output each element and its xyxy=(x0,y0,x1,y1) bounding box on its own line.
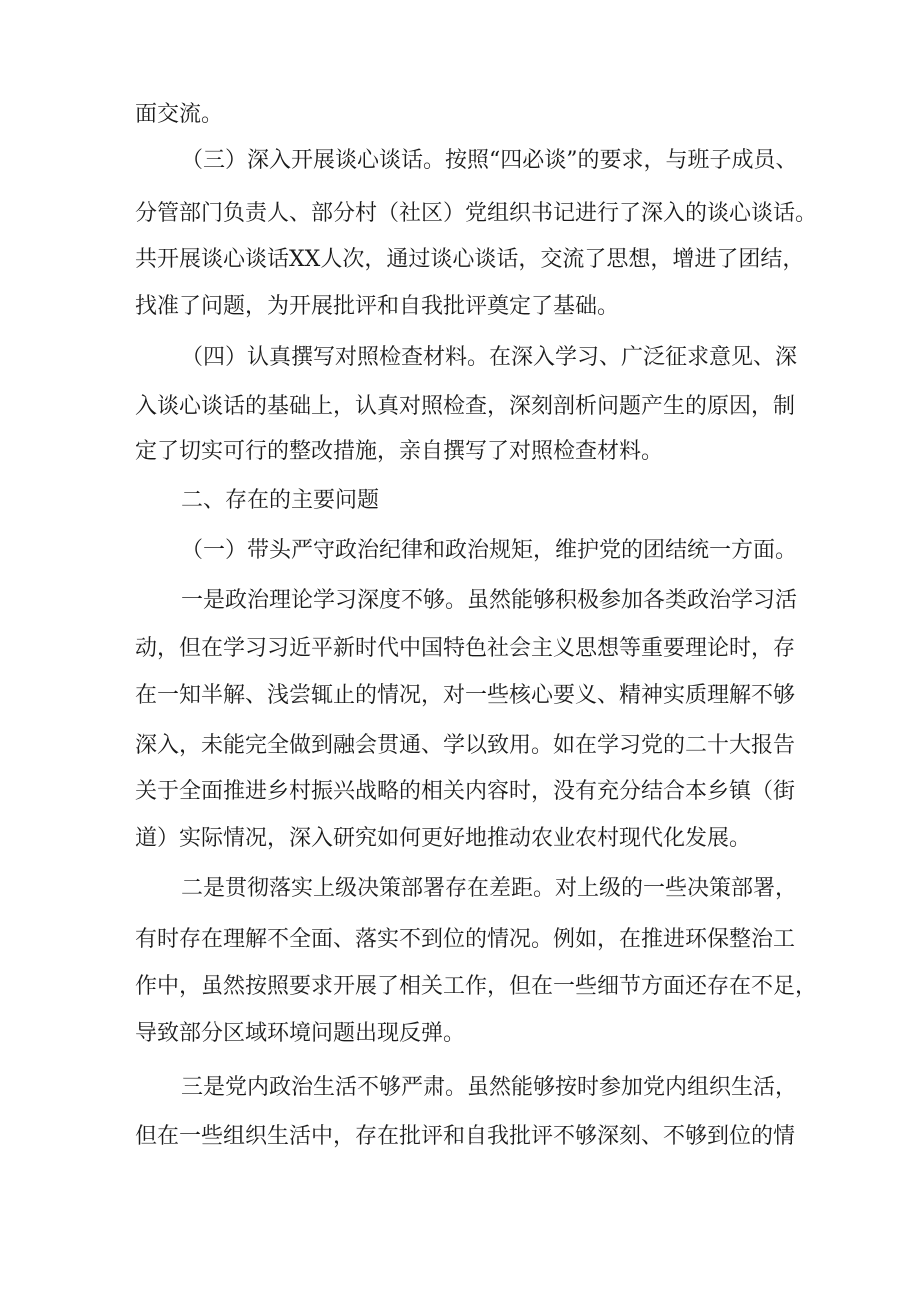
paragraph-line: 入谈心谈话的基础上，认真对照检查，深刻剖析问题产生的原因，制 xyxy=(135,394,796,419)
paragraph-line: 导致部分区域环境问题出现反弹。 xyxy=(135,1021,466,1046)
paragraph-line: 有时存在理解不全面、落实不到位的情况。例如，在推进环保整治工 xyxy=(135,927,796,952)
paragraph-line: 深入，未能完全做到融会贯通、学以致用。如在学习党的二十大报告 xyxy=(135,733,796,758)
paragraph-line: 一是政治理论学习深度不够。虽然能够积极参加各类政治学习活 xyxy=(181,588,798,613)
paragraph-line: 分管部门负责人、部分村（社区）党组织书记进行了深入的谈心谈话。 xyxy=(135,201,818,226)
paragraph-line: 面交流。 xyxy=(135,102,224,127)
section-heading: 二、存在的主要问题 xyxy=(181,488,380,513)
paragraph-line: 三是党内政治生活不够严肃。虽然能够按时参加党内组织生活， xyxy=(181,1075,798,1100)
paragraph-line: 二是贯彻落实上级决策部署存在差距。对上级的一些决策部署， xyxy=(181,876,798,901)
subsection-heading: （一）带头严守政治纪律和政治规矩，维护党的团结统一方面。 xyxy=(181,538,798,563)
paragraph-line: 找准了问题，为开展批评和自我批评奠定了基础。 xyxy=(135,294,620,319)
paragraph-line: 但在一些组织生活中，存在批评和自我批评不够深刻、不够到位的情 xyxy=(135,1124,796,1149)
paragraph-line: 作中，虽然按照要求开展了相关工作，但在一些细节方面还存在不足， xyxy=(135,974,818,999)
paragraph-line: 在一知半解、浅尝辄止的情况，对一些核心要义、精神实质理解不够 xyxy=(135,683,796,708)
paragraph-line: 定了切实可行的整改措施，亲自撰写了对照检查材料。 xyxy=(135,439,664,464)
paragraph-line: （三）深入开展谈心谈话。按照“四必谈”的要求，与班子成员、 xyxy=(181,148,798,173)
paragraph-line: 关于全面推进乡村振兴战略的相关内容时，没有充分结合本乡镇（街 xyxy=(135,779,796,804)
paragraph-line: 道）实际情况，深入研究如何更好地推动农业农村现代化发展。 xyxy=(135,826,752,851)
paragraph-line: 动，但在学习习近平新时代中国特色社会主义思想等重要理论时，存 xyxy=(135,636,796,661)
paragraph-line: 共开展谈心谈话XX人次，通过谈心谈话，交流了思想，增进了团结， xyxy=(135,247,805,272)
paragraph-line: （四）认真撰写对照检查材料。在深入学习、广泛征求意见、深 xyxy=(181,345,798,370)
